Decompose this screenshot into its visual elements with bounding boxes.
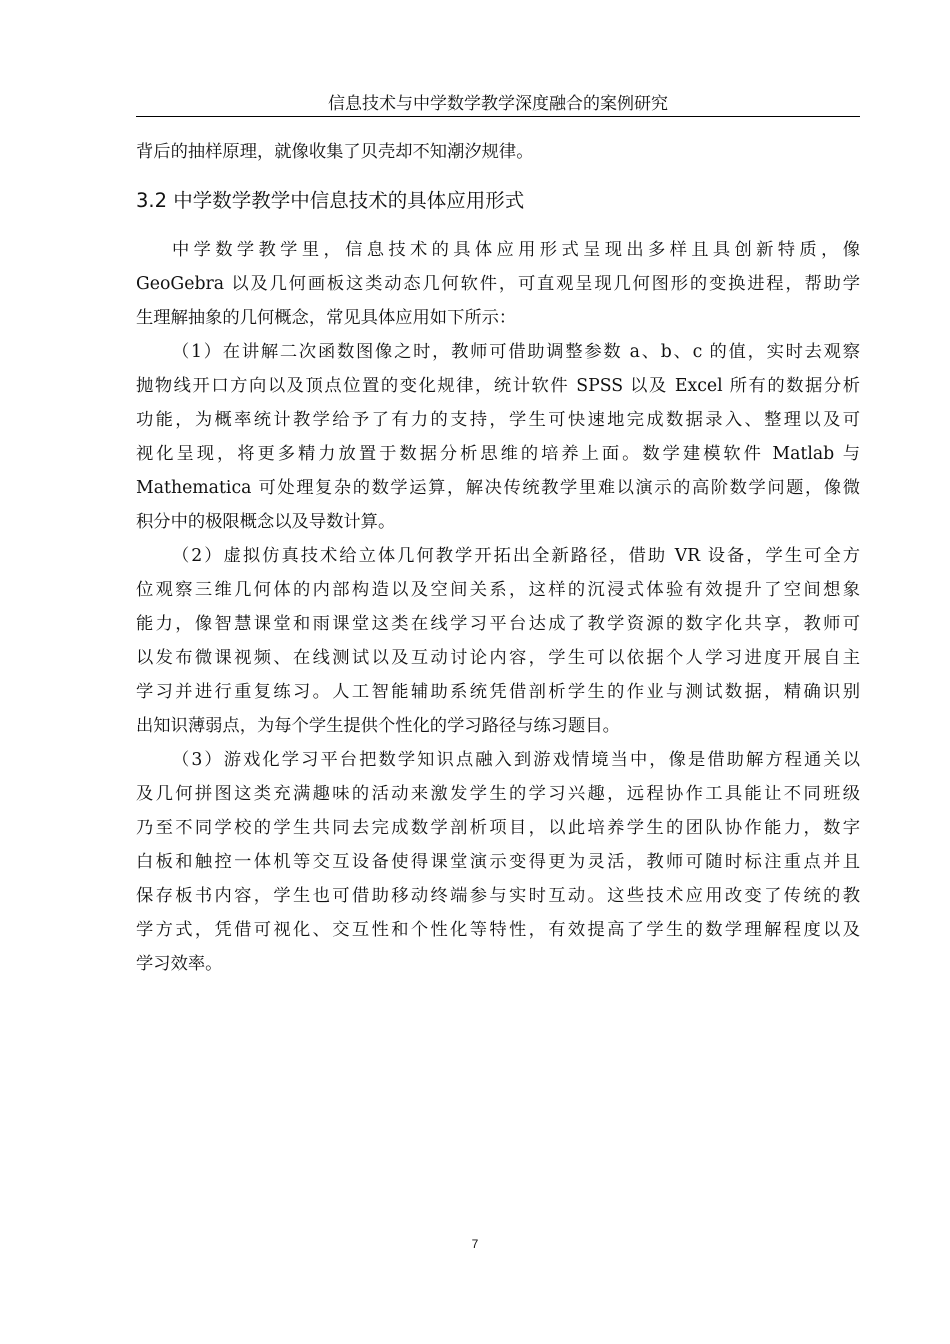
- section-heading: 3.2 中学数学教学中信息技术的具体应用形式: [136, 189, 525, 212]
- paragraph-line: 及几何拼图这类充满趣味的活动来激发学生的学习兴趣，远程协作工具能让不同班级: [136, 784, 860, 804]
- paragraph-line: 以发布微课视频、在线测试以及互动讨论内容，学生可以依据个人学习进度开展自主: [136, 648, 860, 668]
- paragraph-line: 位观察三维几何体的内部构造以及空间关系，这样的沉浸式体验有效提升了空间想象: [136, 580, 860, 600]
- paragraph-line: （3）游戏化学习平台把数学知识点融入到游戏情境当中，像是借助解方程通关以: [172, 750, 860, 770]
- header-rule: [136, 116, 860, 117]
- paragraph-line: 白板和触控一体机等交互设备使得课堂演示变得更为灵活，教师可随时标注重点并且: [136, 852, 860, 872]
- paragraph-line: 功能，为概率统计教学给予了有力的支持，学生可快速地完成数据录入、整理以及可: [136, 410, 860, 430]
- paragraph-line: （1）在讲解二次函数图像之时，教师可借助调整参数 a、b、c 的值，实时去观察: [172, 342, 860, 362]
- paragraph-line: （2）虚拟仿真技术给立体几何教学开拓出全新路径，借助 VR 设备，学生可全方: [172, 546, 860, 566]
- paragraph-line: 视化呈现，将更多精力放置于数据分析思维的培养上面。数学建模软件 Matlab 与: [136, 444, 860, 464]
- paragraph-line: Mathematica 可处理复杂的数学运算，解决传统教学里难以演示的高阶数学问题，像微: [136, 478, 860, 498]
- paragraph-line: 积分中的极限概念以及导数计算。: [136, 512, 396, 532]
- continued-line: 背后的抽样原理，就像收集了贝壳却不知潮汐规律。: [136, 142, 534, 162]
- paragraph-line: 乃至不同学校的学生共同去完成数学剖析项目，以此培养学生的团队协作能力，数字: [136, 818, 860, 838]
- list-item-1: [136, 335, 860, 539]
- paragraph-line: 学方式，凭借可视化、交互性和个性化等特性，有效提高了学生的数学理解程度以及: [136, 920, 860, 940]
- paragraph-line: 学习效率。: [136, 954, 223, 974]
- list-item-2: [136, 539, 860, 743]
- paragraph-line: 生理解抽象的几何概念，常见具体应用如下所示：: [136, 308, 517, 328]
- page-body: [136, 135, 860, 981]
- paragraph-line: 保存板书内容，学生也可借助移动终端参与实时互动。这些技术应用改变了传统的教: [136, 886, 860, 906]
- list-item-3: [136, 743, 860, 981]
- paragraph-line: 出知识薄弱点，为每个学生提供个性化的学习路径与练习题目。: [136, 716, 620, 736]
- running-header: 信息技术与中学数学教学深度融合的案例研究: [328, 94, 668, 114]
- page-number: 7: [471, 1237, 479, 1251]
- paragraph-line: GeoGebra 以及几何画板这类动态几何软件，可直观呈现几何图形的变换进程，帮助学: [136, 274, 860, 294]
- paragraph-line: 中学数学教学里，信息技术的具体应用形式呈现出多样且具创新特质，像: [172, 240, 860, 260]
- paragraph-line: 能力，像智慧课堂和雨课堂这类在线学习平台达成了教学资源的数字化共享，教师可: [136, 614, 860, 634]
- paragraph-line: 抛物线开口方向以及顶点位置的变化规律，统计软件 SPSS 以及 Excel 所有的数据分析: [136, 376, 860, 396]
- paragraph-line: 学习并进行重复练习。人工智能辅助系统凭借剖析学生的作业与测试数据，精确识别: [136, 682, 860, 702]
- intro-paragraph: [136, 233, 860, 335]
